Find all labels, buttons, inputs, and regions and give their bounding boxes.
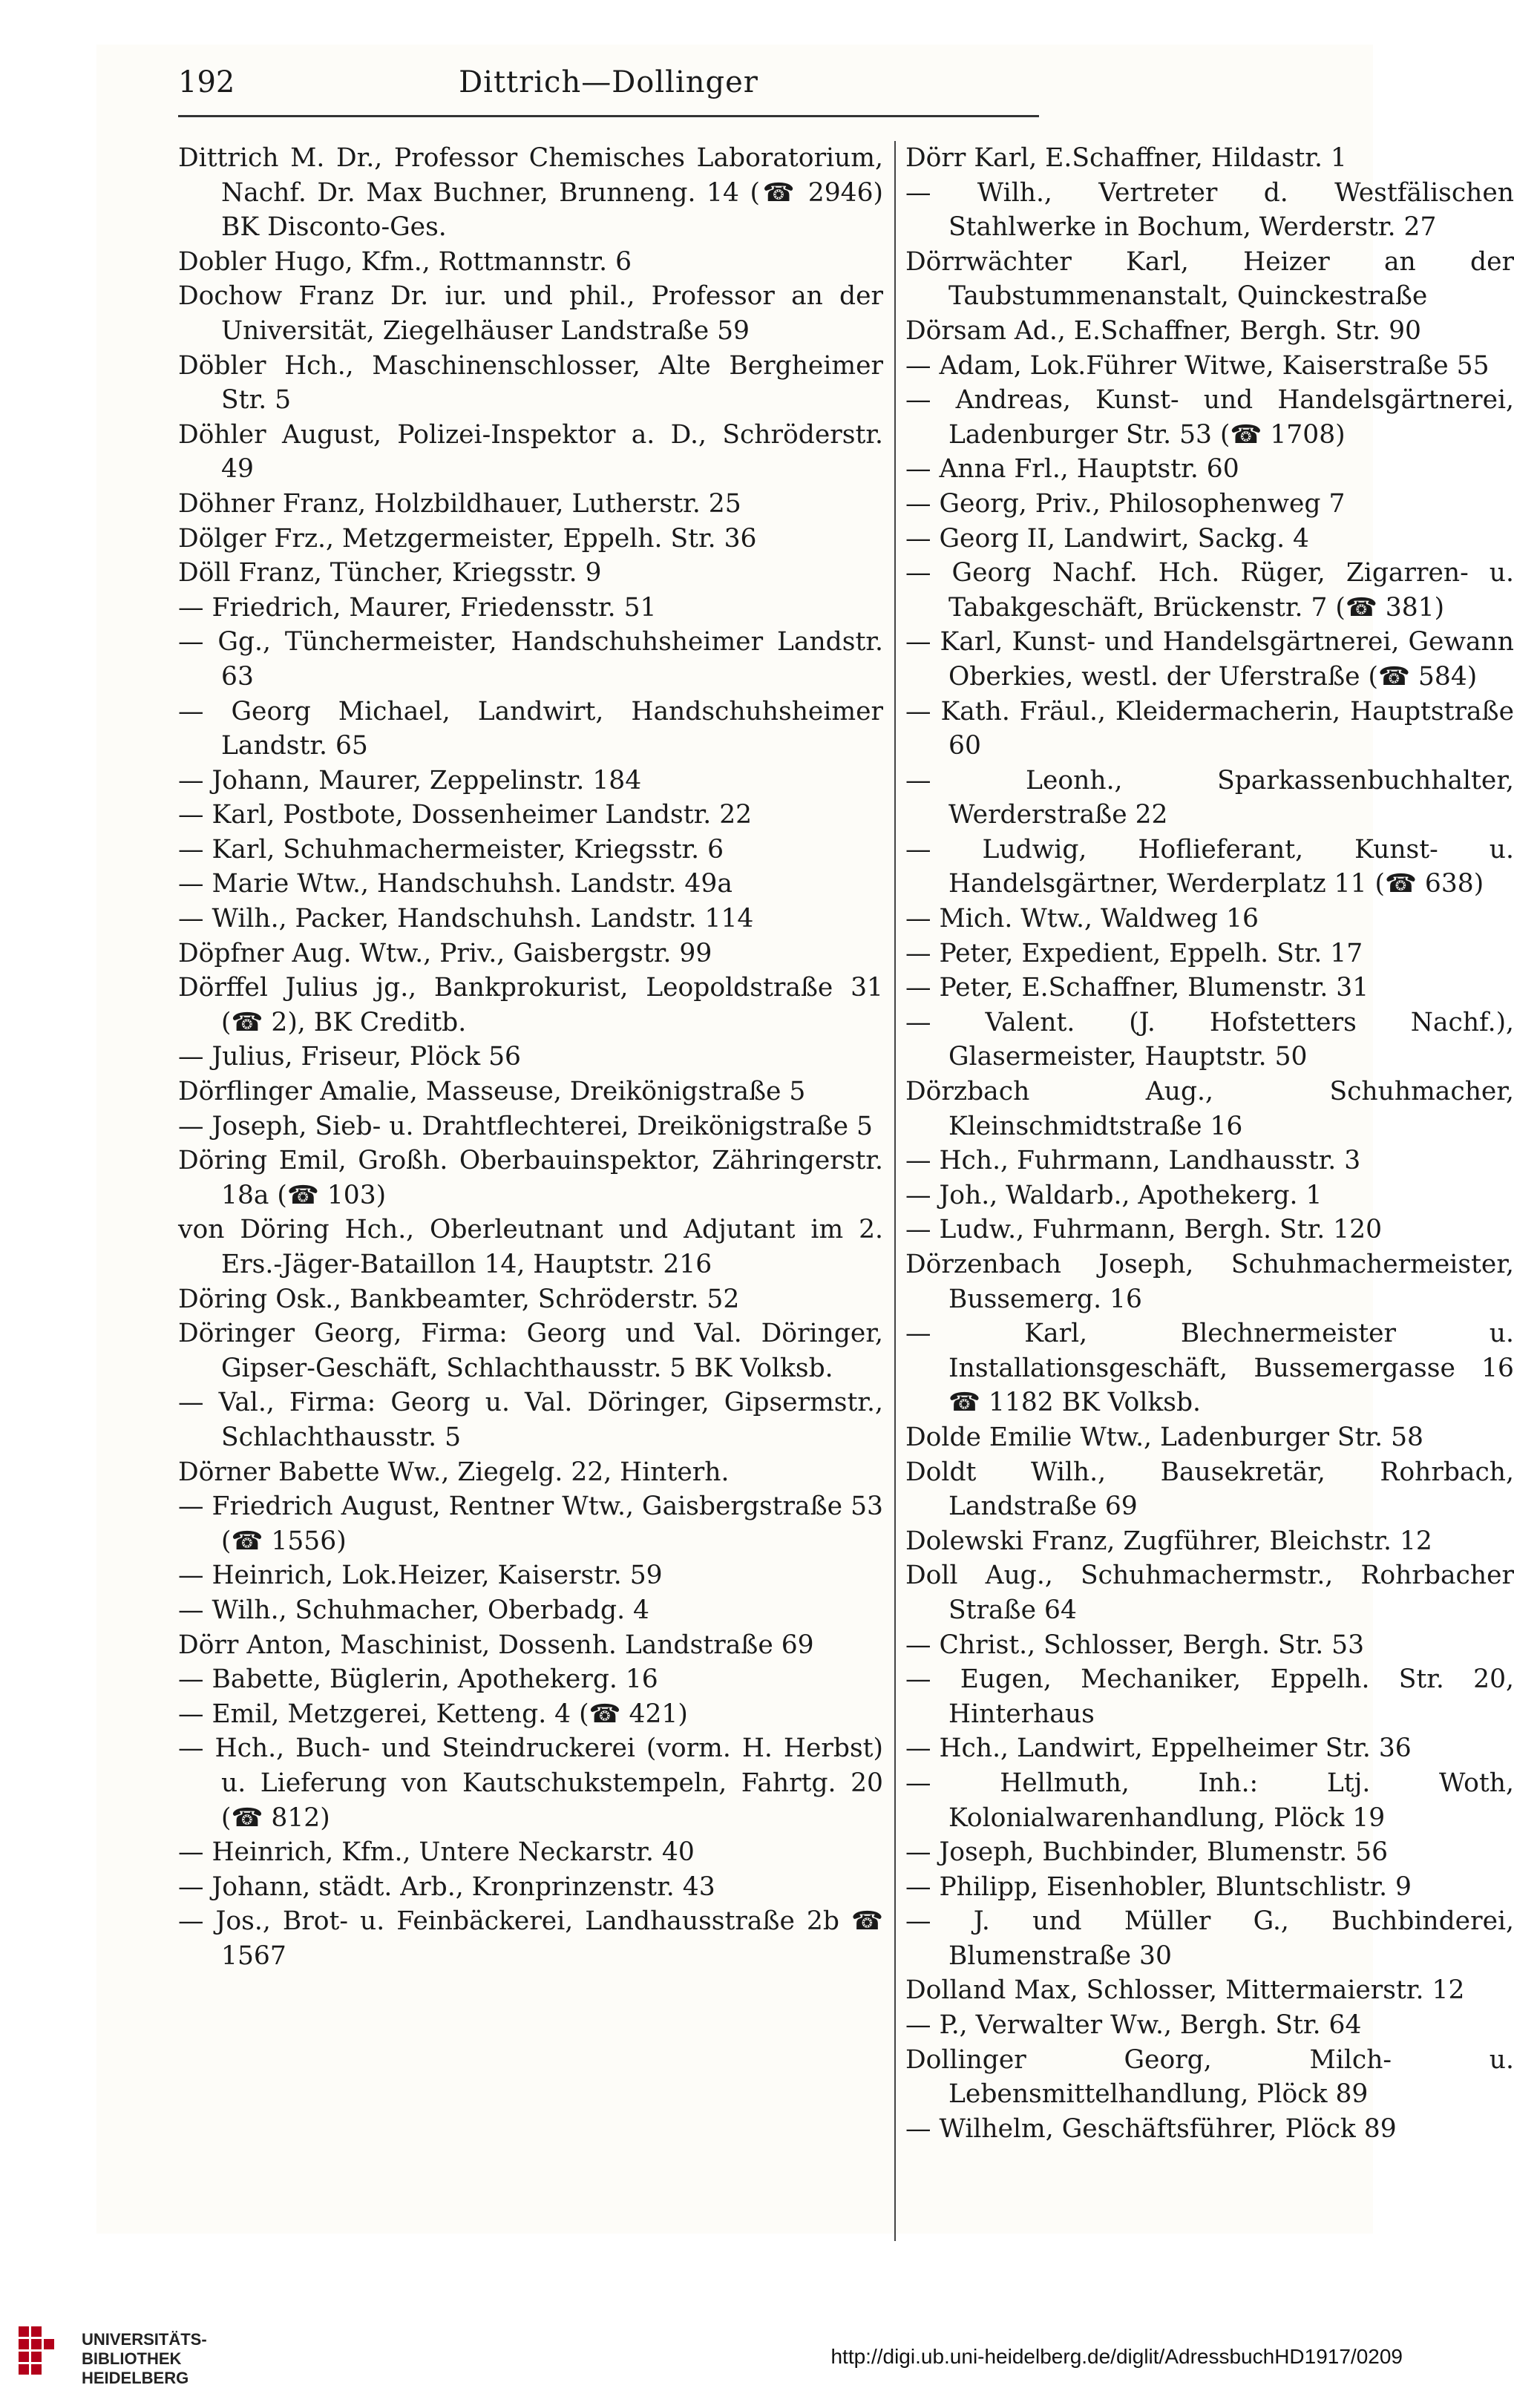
directory-entry: — Georg II, Landwirt, Sackg. 4: [905, 523, 1309, 554]
header-rule: [178, 115, 1039, 117]
directory-entry: — P., Verwalter Ww., Bergh. Str. 64: [905, 2010, 1362, 2041]
directory-entry: — Karl, Schuhmachermeister, Kriegsstr. 6: [178, 834, 724, 865]
directory-entry: — Friedrich, Maurer, Friedensstr. 51: [178, 592, 657, 623]
library-name-line: UNIVERSITÄTS-: [82, 2330, 207, 2349]
directory-entry: — Eugen, Mechaniker, Eppelh. Str. 20, Hinterhaus: [905, 1664, 1514, 1729]
directory-entry: — Valent. (J. Hofstetters Nachf.), Glasermeister, Hauptstr. 50: [905, 1007, 1514, 1072]
directory-entry: — Andreas, Kunst- und Handelsgärtnerei, Ladenburger Str. 53 (☎ 1708): [905, 385, 1514, 450]
directory-entry: — Joh., Waldarb., Apothekerg. 1: [905, 1180, 1323, 1210]
left-column: [178, 141, 883, 1973]
directory-entry: — Emil, Metzgerei, Ketteng. 4 (☎ 421): [178, 1699, 688, 1729]
library-logo-icon: [15, 2323, 59, 2389]
directory-entry: — Jos., Brot- u. Feinbäckerei, Landhausstraße 2b ☎ 1567: [178, 1906, 883, 1971]
directory-entry: Döpfner Aug. Wtw., Priv., Gaisbergstr. 99: [178, 938, 712, 968]
directory-entry: Döring Osk., Bankbeamter, Schröderstr. 52: [178, 1284, 740, 1314]
directory-entry: — Anna Frl., Hauptstr. 60: [905, 454, 1239, 485]
directory-entry: — Friedrich August, Rentner Wtw., Gaisbergstraße 53 (☎ 1556): [178, 1492, 883, 1556]
directory-entry: — Wilh., Vertreter d. Westfälischen Stahlwerke in Bochum, Werderstr. 27: [905, 177, 1514, 243]
directory-entry: — Hch., Fuhrmann, Landhausstr. 3: [905, 1146, 1361, 1176]
directory-entry: — Joseph, Sieb- u. Drahtflechterei, Dreikönigstraße 5: [178, 1111, 873, 1141]
directory-entry: Doldt Wilh., Bausekretär, Rohrbach, Landstraße 69: [905, 1457, 1514, 1522]
directory-entry: — Johann, städt. Arb., Kronprinzenstr. 43: [178, 1871, 715, 1902]
directory-entry: — Georg Nachf. Hch. Rüger, Zigarren- u. Tabakgeschäft, Brückenstr. 7 (☎ 381): [905, 558, 1514, 623]
directory-entry: Dörzenbach Joseph, Schuhmachermeister, Bussemerg. 16: [905, 1250, 1514, 1314]
directory-entry: Döring Emil, Großh. Oberbauinspektor, Zähringerstr. 18a (☎ 103): [178, 1146, 883, 1210]
directory-entry: — Joseph, Buchbinder, Blumenstr. 56: [905, 1837, 1389, 1868]
directory-entry: Döhner Franz, Holzbildhauer, Lutherstr. 25: [178, 488, 741, 519]
directory-entry: Dolland Max, Schlosser, Mittermaierstr. 12: [905, 1975, 1465, 2006]
directory-entry: — Karl, Kunst- und Handelsgärtnerei, Gewann Oberkies, westl. der Uferstraße (☎ 584): [905, 627, 1514, 692]
directory-entry: — Marie Wtw., Handschuhsh. Landstr. 49a: [178, 869, 733, 899]
directory-entry: Dörzbach Aug., Schuhmacher, Kleinschmidtstraße 16: [905, 1077, 1514, 1141]
directory-entry: Dölger Frz., Metzgermeister, Eppelh. Str. 36: [178, 523, 757, 554]
directory-entry: — Hellmuth, Inh.: Ltj. Woth, Kolonialwarenhandlung, Plöck 19: [905, 1768, 1514, 1833]
directory-entry: — Ludwig, Hoflieferant, Kunst- u. Handelsgärtner, Werderplatz 11 (☎ 638): [905, 834, 1514, 899]
directory-entry: — Babette, Büglerin, Apothekerg. 16: [178, 1664, 658, 1695]
directory-entry: — Wilhelm, Geschäftsführer, Plöck 89: [905, 2113, 1397, 2144]
library-name: [82, 2330, 207, 2388]
scanned-page: [96, 45, 1514, 2234]
directory-entry: — Peter, E.Schaffner, Blumenstr. 31: [905, 973, 1369, 1003]
column-divider: [894, 141, 896, 2241]
directory-entry: — Georg Michael, Landwirt, Handschuhsheimer Landstr. 65: [178, 696, 883, 761]
directory-entry: Dolde Emilie Wtw., Ladenburger Str. 58: [905, 1422, 1423, 1452]
directory-entry: Dittrich M. Dr., Professor Chemisches Laboratorium, Nachf. Dr. Max Buchner, Brunneng. 14 (☎ 2946) BK Disconto-Ges.: [178, 143, 883, 243]
library-name-line: BIBLIOTHEK: [82, 2349, 182, 2368]
directory-entry: Dörr Karl, E.Schaffner, Hildastr. 1: [905, 143, 1347, 173]
directory-entry: Döringer Georg, Firma: Georg und Val. Döringer, Gipser-Geschäft, Schlachthausstr. 5 BK Volksb.: [178, 1319, 883, 1383]
directory-entry: — Hch., Buch- und Steindruckerei (vorm. H. Herbst) u. Lieferung von Kautschukstempeln, Fahrtg. 20 (☎ 812): [178, 1733, 883, 1833]
directory-entry: Dochow Franz Dr. iur. und phil., Professor an der Universität, Ziegelhäuser Landstraße 59: [178, 281, 883, 346]
directory-entry: Dörflinger Amalie, Masseuse, Dreikönigstraße 5: [178, 1077, 806, 1107]
directory-entry: — Ludw., Fuhrmann, Bergh. Str. 120: [905, 1215, 1383, 1245]
directory-entry: Dolewski Franz, Zugführer, Bleichstr. 12: [905, 1526, 1432, 1556]
directory-entry: — Johann, Maurer, Zeppelinstr. 184: [178, 765, 642, 795]
directory-entry: — Karl, Blechnermeister u. Installationsgeschäft, Bussemergasse 16 ☎ 1182 BK Volksb.: [905, 1319, 1514, 1418]
page-number: 192: [178, 65, 235, 99]
directory-entry: Dollinger Georg, Milch- u. Lebensmittelhandlung, Plöck 89: [905, 2044, 1514, 2110]
running-title: Dittrich—Dollinger: [459, 65, 758, 99]
directory-entry: Dörffel Julius jg., Bankprokurist, Leopoldstraße 31 (☎ 2), BK Creditb.: [178, 973, 883, 1037]
directory-entry: — Julius, Friseur, Plöck 56: [178, 1042, 521, 1072]
directory-entry: von Döring Hch., Oberleutnant und Adjutant im 2. Ers.-Jäger-Bataillon 14, Hauptstr. 216: [178, 1215, 883, 1279]
library-name-line: HEIDELBERG: [82, 2369, 189, 2387]
directory-entry: — Karl, Postbote, Dossenheimer Landstr. 22: [178, 800, 753, 830]
directory-entry: Döll Franz, Tüncher, Kriegsstr. 9: [178, 558, 602, 588]
directory-entry: — Mich. Wtw., Waldweg 16: [905, 904, 1259, 934]
directory-entry: — Val., Firma: Georg u. Val. Döringer, Gipsermstr., Schlachthausstr. 5: [178, 1388, 883, 1452]
footer: [0, 2293, 1432, 2408]
directory-entry: Doll Aug., Schuhmachermstr., Rohrbacher Straße 64: [905, 1561, 1514, 1625]
directory-entry: — Christ., Schlosser, Bergh. Str. 53: [905, 1630, 1365, 1660]
directory-entry: — Heinrich, Kfm., Untere Neckarstr. 40: [178, 1837, 695, 1868]
directory-entry: — Philipp, Eisenhobler, Bluntschlistr. 9: [905, 1871, 1412, 1902]
directory-entry: — Wilh., Schuhmacher, Oberbadg. 4: [178, 1595, 649, 1625]
directory-entry: — Heinrich, Lok.Heizer, Kaiserstr. 59: [178, 1561, 663, 1591]
source-url-link[interactable]: http://digi.ub.uni-heidelberg.de/diglit/AdressbuchHD1917/0209: [830, 2345, 1403, 2368]
directory-entry: — Kath. Fräul., Kleidermacherin, Hauptstraße 60: [905, 696, 1514, 761]
directory-entry: — Wilh., Packer, Handschuhsh. Landstr. 114: [178, 904, 754, 934]
directory-entry: Dörrwächter Karl, Heizer an der Taubstummenanstalt, Quinckestraße: [905, 246, 1514, 312]
directory-entry: — Georg, Priv., Philosophenweg 7: [905, 488, 1346, 519]
directory-entry: Dörner Babette Ww., Ziegelg. 22, Hinterh.: [178, 1457, 730, 1487]
directory-entry: Dobler Hugo, Kfm., Rottmannstr. 6: [178, 246, 632, 277]
directory-entry: — J. und Müller G., Buchbinderei, Blumenstraße 30: [905, 1906, 1514, 1971]
directory-entry: Döbler Hch., Maschinenschlosser, Alte Bergheimer Str. 5: [178, 350, 883, 416]
directory-entry: — Adam, Lok.Führer Witwe, Kaiserstraße 55: [905, 350, 1490, 381]
right-column: [905, 141, 1514, 2146]
directory-entry: — Gg., Tünchermeister, Handschuhsheimer Landstr. 63: [178, 627, 883, 692]
directory-entry: — Hch., Landwirt, Eppelheimer Str. 36: [905, 1733, 1412, 1764]
directory-entry: — Leonh., Sparkassenbuchhalter, Werderstraße 22: [905, 765, 1514, 830]
directory-entry: Dörsam Ad., E.Schaffner, Bergh. Str. 90: [905, 315, 1421, 346]
page-header: [178, 65, 1039, 117]
directory-entry: Döhler August, Polizei-Inspektor a. D., Schröderstr. 49: [178, 419, 883, 485]
directory-entry: — Peter, Expedient, Eppelh. Str. 17: [905, 938, 1363, 968]
directory-entry: Dörr Anton, Maschinist, Dossenh. Landstraße 69: [178, 1630, 814, 1660]
